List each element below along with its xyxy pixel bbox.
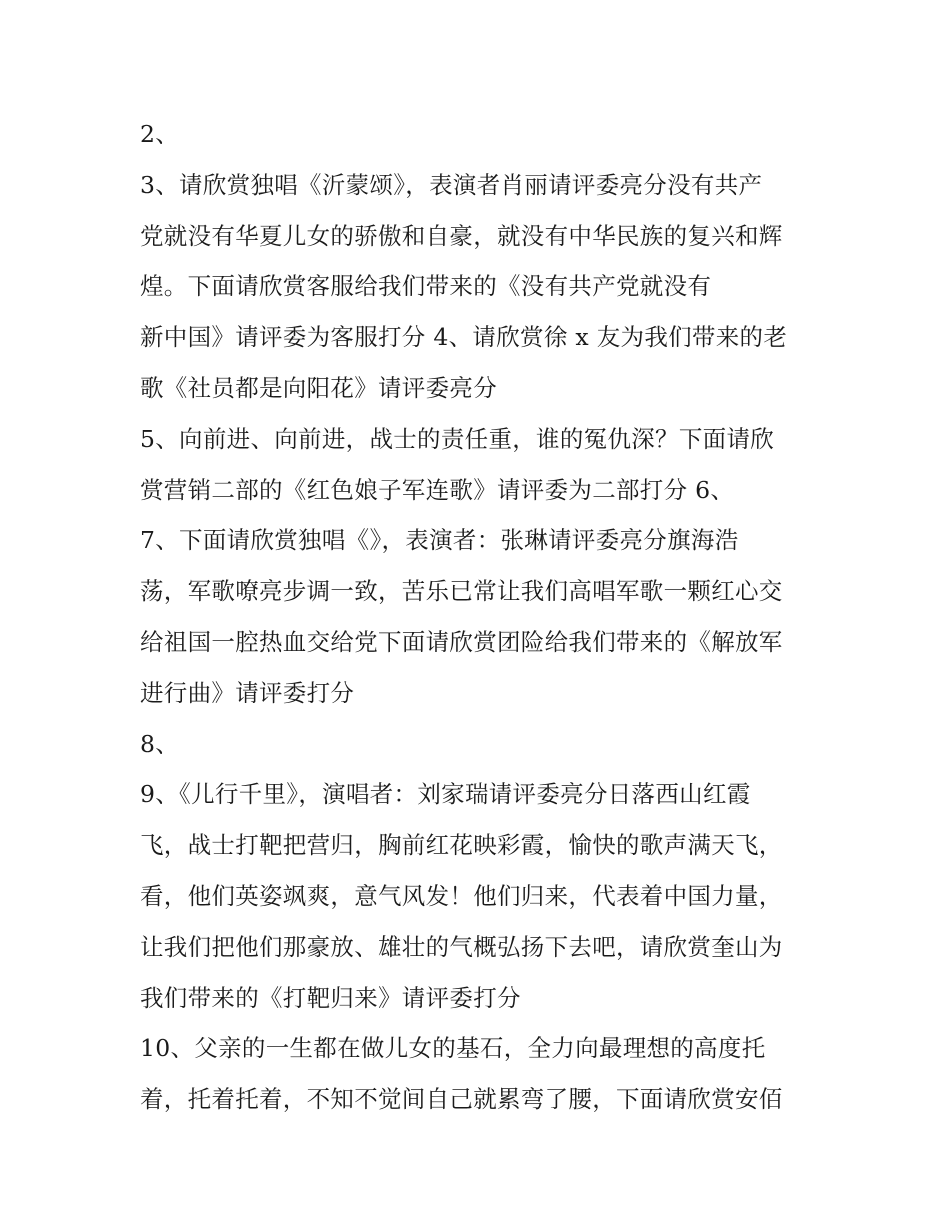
text-line: 歌《社员都是向阳花》请评委亮分 <box>140 373 497 402</box>
text-line: 煌。下面请欣赏客服给我们带来的《没有共产党就没有 <box>140 272 712 301</box>
text-line: 3、请欣赏独唱《沂蒙颂》，表演者肖丽请评委亮分没有共产 <box>140 170 763 199</box>
text-line: 飞，战士打靶把营归，胸前红花映彩霞，愉快的歌声满天飞， <box>140 831 783 860</box>
text-line: 10、父亲的一生都在做儿女的基石，全力向最理想的高度托 <box>140 1034 766 1063</box>
text-line: 新中国》请评委为客服打分 4、请欣赏徐 x 友为我们带来的老 <box>140 323 788 352</box>
text-line: 荡，军歌嘹亮步调一致，苦乐已常让我们高唱军歌一颗红心交 <box>140 577 783 606</box>
text-line: 赏营销二部的《红色娘子军连歌》请评委为二部打分 6、 <box>140 475 735 504</box>
text-line: 8、 <box>140 729 180 758</box>
text-line: 7、下面请欣赏独唱《》，表演者：张琳请评委亮分旗海浩 <box>140 526 739 555</box>
text-line: 进行曲》请评委打分 <box>140 678 355 707</box>
text-line: 党就没有华夏儿女的骄傲和自豪，就没有中华民族的复兴和辉 <box>140 221 783 250</box>
text-line: 着，托着托着，不知不觉间自己就累弯了腰，下面请欣赏安佰 <box>140 1085 783 1114</box>
text-line: 5、向前进、向前进，战士的责任重，谁的冤仇深？下面请欣 <box>140 424 775 453</box>
text-line: 9、《儿行千里》，演唱者：刘家瑞请评委亮分日落西山红霞 <box>140 780 751 809</box>
text-line: 给祖国一腔热血交给党下面请欣赏团险给我们带来的《解放军 <box>140 627 783 656</box>
text-line: 2、 <box>140 120 180 148</box>
text-line: 我们带来的《打靶归来》请评委打分 <box>140 983 521 1012</box>
text-line: 让我们把他们那豪放、雄壮的气概弘扬下去吧，请欣赏奎山为 <box>140 932 783 961</box>
text-line: 看，他们英姿飒爽，意气风发！他们归来，代表着中国力量， <box>140 881 783 910</box>
